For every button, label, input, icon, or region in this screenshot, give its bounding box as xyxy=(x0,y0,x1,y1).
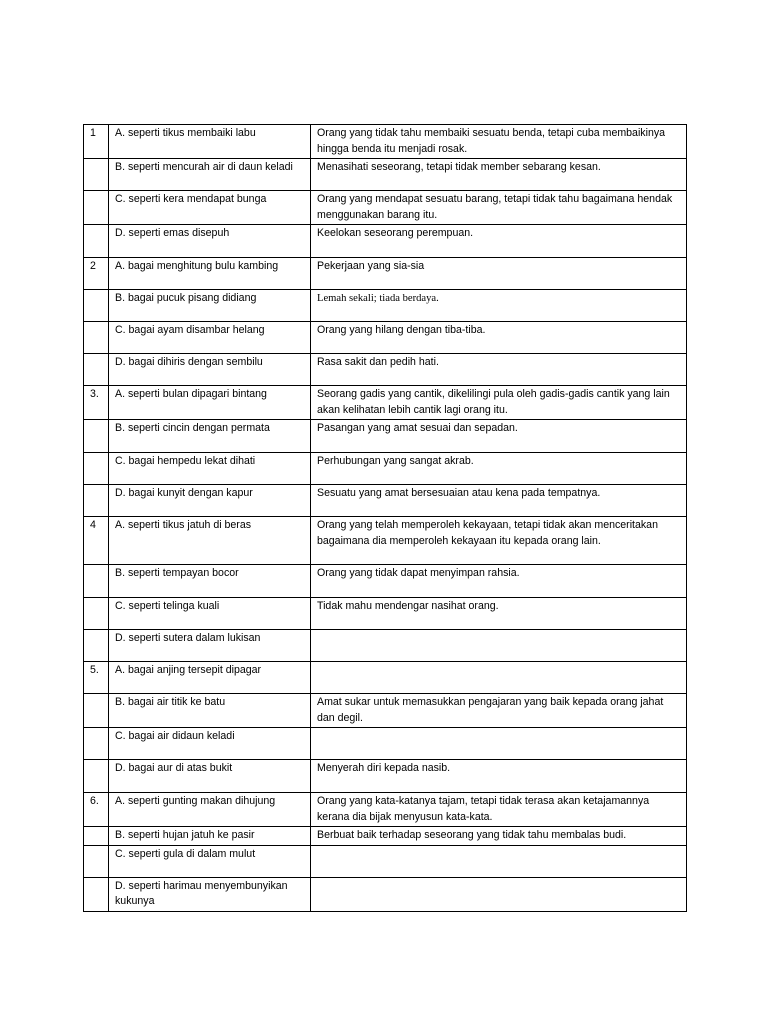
peribahasa-cell: C. seperti telinga kuali xyxy=(109,598,311,630)
maksud-cell xyxy=(311,630,687,662)
peribahasa-cell: D. seperti emas disepuh xyxy=(109,225,311,258)
table-row xyxy=(84,258,687,290)
table-row xyxy=(84,225,687,258)
maksud-cell: Berbuat baik terhadap seseorang yang tidak tahu membalas budi. xyxy=(311,827,687,846)
row-number xyxy=(84,845,109,877)
maksud-cell xyxy=(311,845,687,877)
row-number: 2 xyxy=(84,258,109,290)
maksud-cell xyxy=(311,877,687,911)
table-row xyxy=(84,630,687,662)
row-number xyxy=(84,877,109,911)
maksud-cell: Orang yang tidak tahu membaiki sesuatu benda, tetapi cuba membaikinya hingga benda itu menjadi rosak. xyxy=(311,125,687,159)
table-row xyxy=(84,845,687,877)
peribahasa-cell: A. seperti bulan dipagari bintang xyxy=(109,386,311,420)
peribahasa-cell: C. bagai air didaun keladi xyxy=(109,728,311,760)
peribahasa-cell: A. bagai menghitung bulu kambing xyxy=(109,258,311,290)
peribahasa-table xyxy=(83,124,687,912)
row-number xyxy=(84,453,109,485)
maksud-cell: Lemah sekali; tiada berdaya. xyxy=(311,290,687,322)
peribahasa-cell: D. bagai kunyit dengan kapur xyxy=(109,485,311,517)
table-row xyxy=(84,694,687,728)
row-number xyxy=(84,760,109,793)
row-number xyxy=(84,225,109,258)
maksud-cell: Amat sukar untuk memasukkan pengajaran yang baik kepada orang jahat dan degil. xyxy=(311,694,687,728)
peribahasa-cell: D. seperti harimau menyembunyikan kukunya xyxy=(109,877,311,911)
peribahasa-cell: D. bagai dihiris dengan sembilu xyxy=(109,354,311,386)
table-row xyxy=(84,760,687,793)
row-number xyxy=(84,159,109,191)
row-number xyxy=(84,191,109,225)
table-row xyxy=(84,290,687,322)
table-row xyxy=(84,322,687,354)
row-number xyxy=(84,485,109,517)
maksud-cell xyxy=(311,662,687,694)
row-number xyxy=(84,598,109,630)
peribahasa-cell: C. seperti kera mendapat bunga xyxy=(109,191,311,225)
maksud-cell: Perhubungan yang sangat akrab. xyxy=(311,453,687,485)
maksud-cell: Orang yang telah memperoleh kekayaan, tetapi tidak akan menceritakan bagaimana dia memperoleh kekayaan itu kepada orang lain. xyxy=(311,517,687,565)
row-number: 4 xyxy=(84,517,109,565)
peribahasa-cell: B. seperti hujan jatuh ke pasir xyxy=(109,827,311,846)
row-number: 3. xyxy=(84,386,109,420)
row-number xyxy=(84,565,109,598)
table-row xyxy=(84,485,687,517)
row-number xyxy=(84,420,109,453)
row-number xyxy=(84,694,109,728)
table-row xyxy=(84,159,687,191)
maksud-cell: Menyerah diri kepada nasib. xyxy=(311,760,687,793)
row-number xyxy=(84,827,109,846)
peribahasa-cell: D. seperti sutera dalam lukisan xyxy=(109,630,311,662)
maksud-cell: Pekerjaan yang sia-sia xyxy=(311,258,687,290)
peribahasa-cell: A. seperti tikus jatuh di beras xyxy=(109,517,311,565)
row-number: 1 xyxy=(84,125,109,159)
peribahasa-cell: B. bagai air titik ke batu xyxy=(109,694,311,728)
row-number xyxy=(84,322,109,354)
maksud-cell: Seorang gadis yang cantik, dikelilingi pula oleh gadis-gadis cantik yang lain akan kelihatan lebih cantik lagi orang itu. xyxy=(311,386,687,420)
maksud-cell: Pasangan yang amat sesuai dan sepadan. xyxy=(311,420,687,453)
table-row xyxy=(84,565,687,598)
peribahasa-cell: A. seperti gunting makan dihujung xyxy=(109,793,311,827)
maksud-cell: Sesuatu yang amat bersesuaian atau kena pada tempatnya. xyxy=(311,485,687,517)
table-row xyxy=(84,598,687,630)
table-row xyxy=(84,420,687,453)
table-row xyxy=(84,453,687,485)
peribahasa-cell: B. seperti mencurah air di daun keladi xyxy=(109,159,311,191)
table-row xyxy=(84,662,687,694)
row-number: 6. xyxy=(84,793,109,827)
table-row xyxy=(84,125,687,159)
maksud-cell: Orang yang kata-katanya tajam, tetapi tidak terasa akan ketajamannya kerana dia bijak menyusun kata-kata. xyxy=(311,793,687,827)
maksud-cell: Orang yang tidak dapat menyimpan rahsia. xyxy=(311,565,687,598)
peribahasa-cell: B. seperti tempayan bocor xyxy=(109,565,311,598)
peribahasa-cell: C. bagai hempedu lekat dihati xyxy=(109,453,311,485)
table-row xyxy=(84,728,687,760)
table-row xyxy=(84,793,687,827)
table-row xyxy=(84,877,687,911)
table-row xyxy=(84,354,687,386)
row-number xyxy=(84,630,109,662)
row-number xyxy=(84,290,109,322)
peribahasa-cell: B. seperti cincin dengan permata xyxy=(109,420,311,453)
table-row xyxy=(84,386,687,420)
table-row xyxy=(84,517,687,565)
maksud-cell: Menasihati seseorang, tetapi tidak member sebarang kesan. xyxy=(311,159,687,191)
row-number: 5. xyxy=(84,662,109,694)
peribahasa-cell: C. bagai ayam disambar helang xyxy=(109,322,311,354)
maksud-cell: Tidak mahu mendengar nasihat orang. xyxy=(311,598,687,630)
peribahasa-cell: A. bagai anjing tersepit dipagar xyxy=(109,662,311,694)
peribahasa-cell: C. seperti gula di dalam mulut xyxy=(109,845,311,877)
maksud-cell: Keelokan seseorang perempuan. xyxy=(311,225,687,258)
row-number xyxy=(84,354,109,386)
table-row xyxy=(84,191,687,225)
maksud-cell: Orang yang hilang dengan tiba-tiba. xyxy=(311,322,687,354)
maksud-cell: Rasa sakit dan pedih hati. xyxy=(311,354,687,386)
peribahasa-cell: D. bagai aur di atas bukit xyxy=(109,760,311,793)
peribahasa-cell: A. seperti tikus membaiki labu xyxy=(109,125,311,159)
row-number xyxy=(84,728,109,760)
maksud-cell: Orang yang mendapat sesuatu barang, tetapi tidak tahu bagaimana hendak menggunakan barang itu. xyxy=(311,191,687,225)
table-row xyxy=(84,827,687,846)
peribahasa-cell: B. bagai pucuk pisang didiang xyxy=(109,290,311,322)
maksud-cell xyxy=(311,728,687,760)
